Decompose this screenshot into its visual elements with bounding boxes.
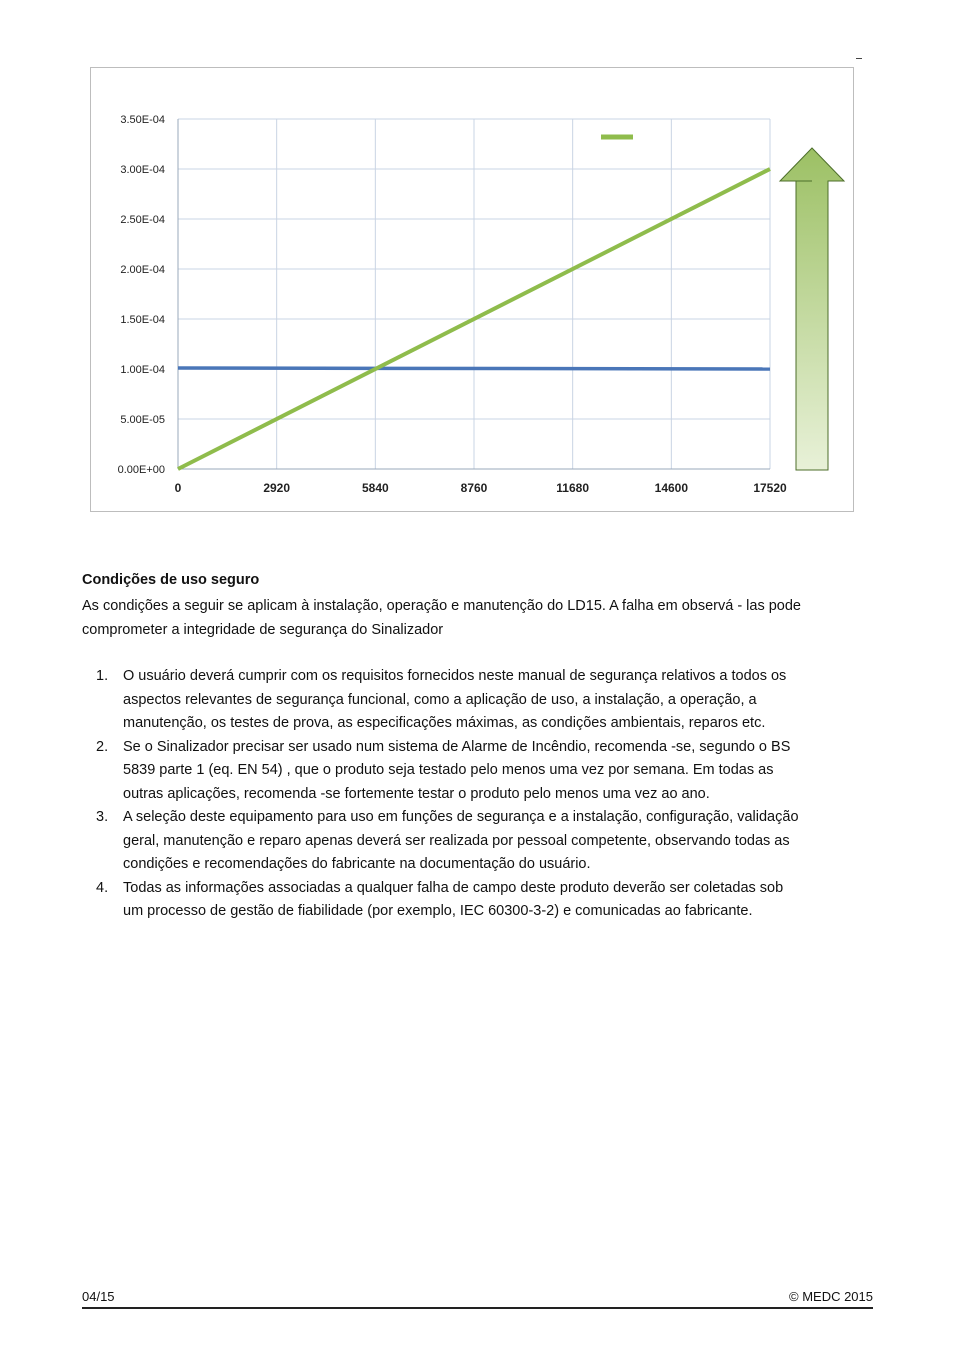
y-tick-label: 2.50E-04 bbox=[120, 214, 165, 226]
intro-line-1: As condições a seguir se aplicam à instalação, operação e manutenção do LD15. A falha em observá - las pode bbox=[82, 598, 801, 614]
condition-line: Todas as informações associadas a qualquer falha de campo deste produto deverão ser coletadas sob bbox=[123, 879, 784, 896]
y-tick-label: 1.00E-04 bbox=[120, 364, 165, 376]
x-tick-label: 2920 bbox=[263, 481, 291, 495]
condition-line: Se o Sinalizador precisar ser usado num sistema de Alarme de Incêndio, recomenda -se, segundo o BS bbox=[123, 738, 791, 755]
top-mark bbox=[856, 58, 862, 59]
condition-number: 2. bbox=[96, 738, 109, 755]
condition-item bbox=[82, 736, 882, 807]
condition-number: 1. bbox=[96, 668, 109, 684]
x-tick-label: 5840 bbox=[361, 481, 389, 495]
condition-number: 4. bbox=[96, 879, 109, 896]
condition-line: condições e recomendações do fabricante na documentação do usuário. bbox=[123, 856, 591, 872]
conditions-list bbox=[82, 665, 882, 924]
condition-line: O usuário deverá cumprir com os requisitos fornecidos neste manual de segurança relativos a todos os bbox=[123, 668, 787, 684]
condition-line: geral, manutenção e reparo apenas deverá ser realizada por pessoal competente, observando todas as bbox=[123, 832, 790, 849]
condition-item bbox=[82, 877, 882, 924]
chart-frame bbox=[90, 67, 854, 512]
condition-line: A seleção deste equipamento para uso em funções de segurança e a instalação, configuração, validação bbox=[123, 809, 799, 825]
y-tick-label: 0.00E+00 bbox=[117, 464, 165, 476]
intro-line-2: comprometer a integridade de segurança do Sinalizador bbox=[82, 621, 444, 638]
section-intro bbox=[82, 595, 882, 642]
y-tick-label: 3.00E-04 bbox=[120, 164, 165, 176]
chart-svg bbox=[91, 68, 855, 513]
y-tick-label: 1.50E-04 bbox=[120, 314, 165, 326]
x-tick-label: 0 bbox=[174, 481, 182, 495]
y-tick-label: 5.00E-05 bbox=[120, 414, 165, 426]
x-tick-label: 11680 bbox=[556, 481, 590, 495]
x-tick-label: 17520 bbox=[753, 481, 787, 495]
condition-line: outras aplicações, recomenda -se fortemente testar o produto pelo menos uma vez ao ano. bbox=[123, 785, 710, 802]
footer-rule bbox=[82, 1307, 873, 1309]
condition-line: um processo de gestão de fiabilidade (por exemplo, IEC 60300-3-2) e comunicadas ao fabricante. bbox=[123, 903, 753, 919]
copyright: © MEDC 2015 bbox=[789, 1289, 873, 1304]
trend-arrow bbox=[780, 148, 844, 470]
condition-item bbox=[82, 806, 882, 877]
section-heading: Condições de uso seguro bbox=[82, 572, 260, 588]
y-tick-label: 3.50E-04 bbox=[120, 114, 165, 126]
series-line bbox=[178, 368, 770, 369]
x-tick-label: 14600 bbox=[654, 481, 689, 495]
condition-line: aspectos relevantes de segurança funcional, como a aplicação de uso, a instalação, a operação, a bbox=[123, 691, 757, 708]
condition-item bbox=[82, 665, 882, 736]
page-number: 04/15 bbox=[82, 1289, 115, 1304]
condition-number: 3. bbox=[96, 809, 109, 825]
condition-line: manutenção, os testes de prova, as especificações máximas, as condições ambientais, reparos etc. bbox=[123, 715, 766, 731]
y-tick-label: 2.00E-04 bbox=[120, 264, 165, 276]
condition-line: 5839 parte 1 (eq. EN 54) , que o produto seja testado pelo menos uma vez por semana. Em todas as bbox=[123, 762, 774, 778]
x-tick-label: 8760 bbox=[460, 481, 488, 495]
